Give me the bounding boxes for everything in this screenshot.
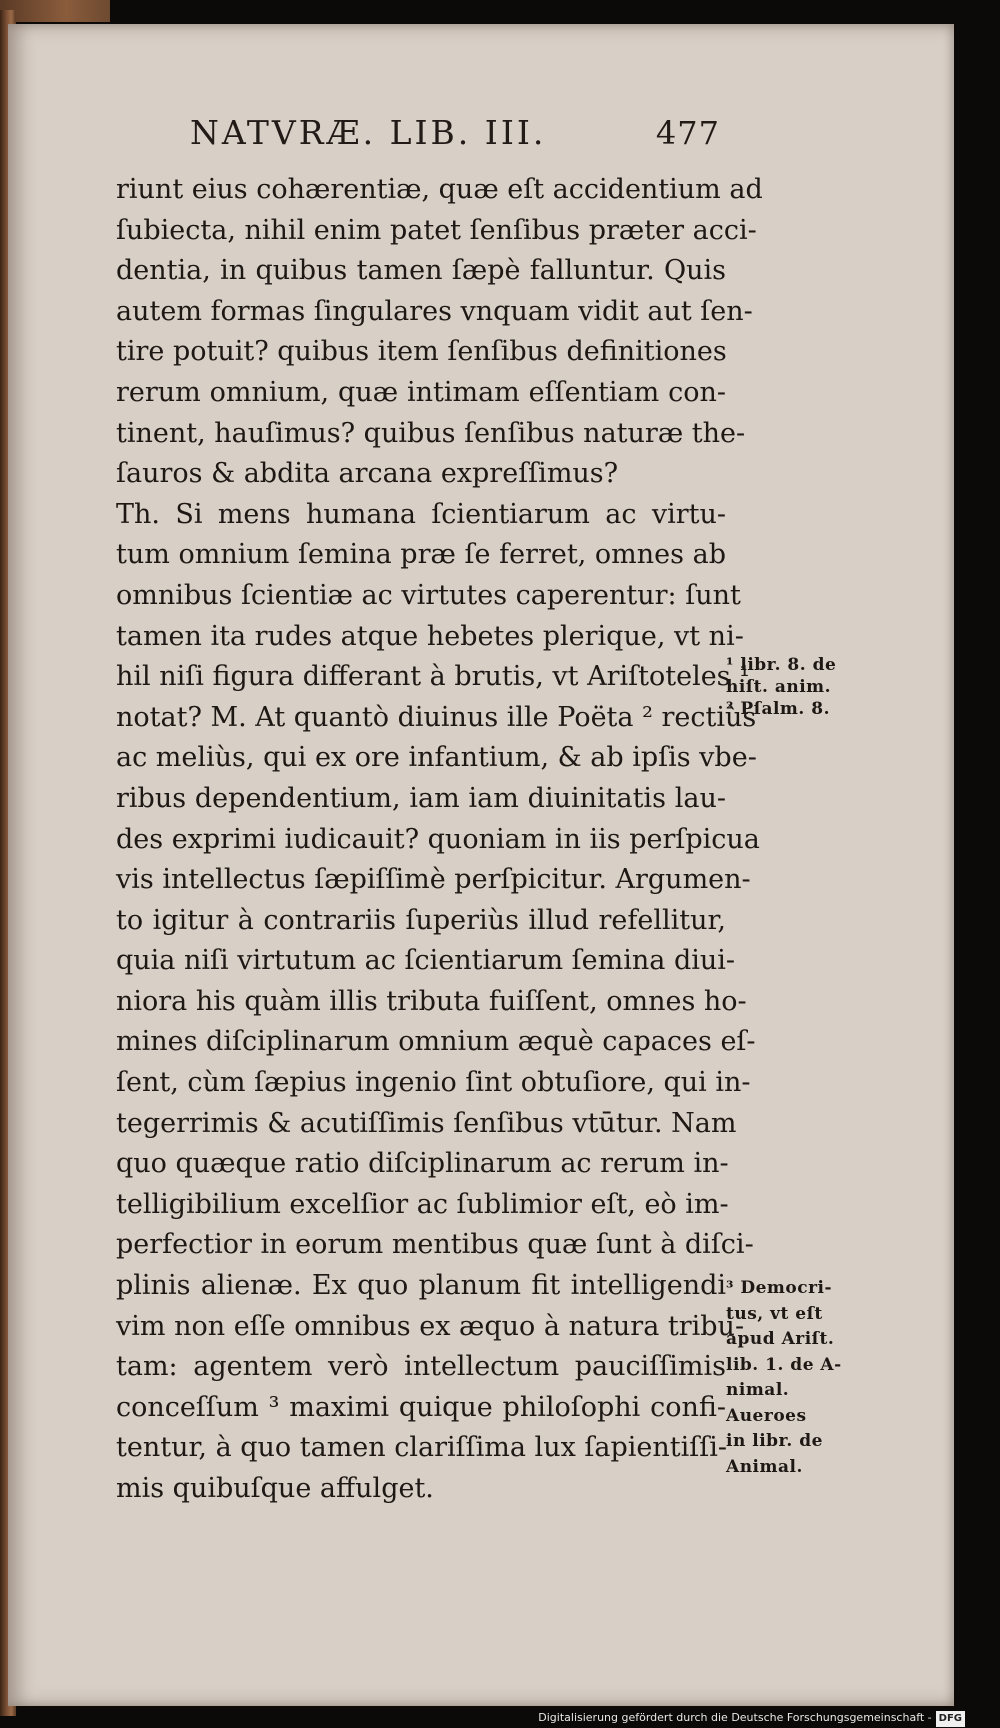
text-line: tamen ita rudes atque hebetes plerique, vt ni- bbox=[116, 620, 744, 652]
margin-note-democritus bbox=[726, 1276, 846, 1480]
text-line: rerum omnium, quæ intimam eſſentiam con- bbox=[116, 376, 726, 408]
text-line: quo quæque ratio diſciplinarum ac rerum in- bbox=[116, 1148, 729, 1180]
digitization-credit bbox=[538, 1710, 965, 1726]
margin-note-line: ¹ libr. 8. de bbox=[726, 655, 837, 675]
text-line: tam: agentem verò intellectum pauciſſimis bbox=[116, 1351, 726, 1383]
page-number: 477 bbox=[655, 114, 720, 152]
text-line: dentia, in quibus tamen ſæpè falluntur. Quis bbox=[116, 255, 726, 287]
text-line: niora his quàm illis tributa fuiſſent, omnes ho- bbox=[116, 985, 747, 1017]
running-header bbox=[190, 108, 720, 158]
text-line: plinis alienæ. Ex quo planum fit intelligendi bbox=[116, 1270, 726, 1302]
text-line: ſubiecta, nihil enim patet ſenſibus præter acci- bbox=[116, 214, 757, 246]
text-line: mines diſciplinarum omnium æquè capaces eſ- bbox=[116, 1026, 756, 1058]
text-line: conceſſum ³ maximi quique philoſophi confi- bbox=[116, 1391, 726, 1423]
text-line: tentur, à quo tamen clariſſima lux ſapientiſſi- bbox=[116, 1432, 727, 1464]
margin-note-line: hiſt. anim. bbox=[726, 677, 832, 697]
text-line: autem formas ſingulares vnquam vidit aut ſen- bbox=[116, 295, 753, 327]
running-title: NATVRÆ. LIB. III. bbox=[190, 113, 547, 152]
text-line: perfectior in eorum mentibus quæ ſunt à diſci- bbox=[116, 1229, 754, 1261]
text-line: tegerrimis & acutiſſimis ſenſibus vtūtur. Nam bbox=[116, 1107, 737, 1139]
margin-note-line: Animal. bbox=[726, 1456, 803, 1477]
text-line: hil niſi figura differant à brutis, vt Ariſtoteles ¹ bbox=[116, 661, 750, 693]
margin-note-line: Aueroes bbox=[726, 1405, 807, 1426]
text-line: Th. Si mens humana ſcientiarum ac virtu- bbox=[116, 498, 726, 530]
margin-note-line: ² Pſalm. 8. bbox=[726, 699, 831, 719]
margin-note-line: in libr. de bbox=[726, 1431, 823, 1451]
margin-note-line: ³ Democri- bbox=[726, 1278, 833, 1298]
text-line: ribus dependentium, iam iam diuinitatis lau- bbox=[116, 782, 726, 814]
text-line: quia niſi virtutum ac ſcientiarum ſemina diui- bbox=[116, 945, 736, 977]
book-spine-top bbox=[0, 0, 110, 22]
margin-note-references bbox=[726, 654, 846, 720]
text-line: notat? M. At quantò diuinus ille Poëta ² rectiùs bbox=[116, 701, 757, 733]
text-line: telligibilium excelſior ac ſublimior eſt, eò im- bbox=[116, 1188, 729, 1220]
dfg-logo: DFG bbox=[936, 1711, 965, 1727]
text-line: riunt eius cohærentiæ, quæ eſt accidentium ad bbox=[116, 174, 763, 205]
text-line: vis intellectus ſæpiſſimè perſpicitur. Argumen- bbox=[116, 864, 751, 896]
text-line: tire potuit? quibus item ſenſibus definitiones bbox=[116, 336, 727, 368]
text-line: omnibus ſcientiæ ac virtutes caperentur: ſunt bbox=[116, 579, 741, 611]
margin-note-line: lib. 1. de A- bbox=[726, 1354, 842, 1375]
margin-note-line: tus, vt eſt bbox=[726, 1303, 823, 1324]
margin-note-line: apud Ariſt. bbox=[726, 1329, 835, 1349]
text-line: tinent, hauſimus? quibus ſenſibus naturæ the- bbox=[116, 417, 746, 449]
text-line: to igitur à contrariis ſuperiùs illud refellitur, bbox=[116, 904, 726, 936]
text-line: ſauros & abdita arcana expreſſimus? bbox=[116, 458, 619, 490]
credit-text: Digitalisierung gefördert durch die Deutsche Forschungsgemeinschaft - bbox=[538, 1711, 932, 1724]
text-line: des exprimi iudicauit? quoniam in iis perſpicua bbox=[116, 823, 760, 855]
text-line: tum omnium ſemina præ ſe ferret, omnes ab bbox=[116, 539, 726, 571]
text-line: ac meliùs, qui ex ore infantium, & ab ipſis vbe- bbox=[116, 742, 757, 774]
text-line: mis quibuſque affulget. bbox=[116, 1473, 434, 1504]
text-line: vim non eſſe omnibus ex æquo à natura tribu- bbox=[116, 1310, 745, 1342]
text-line: ſent, cùm ſæpius ingenio ſint obtuſiore, qui in- bbox=[116, 1067, 751, 1099]
margin-note-line: nimal. bbox=[726, 1380, 790, 1400]
